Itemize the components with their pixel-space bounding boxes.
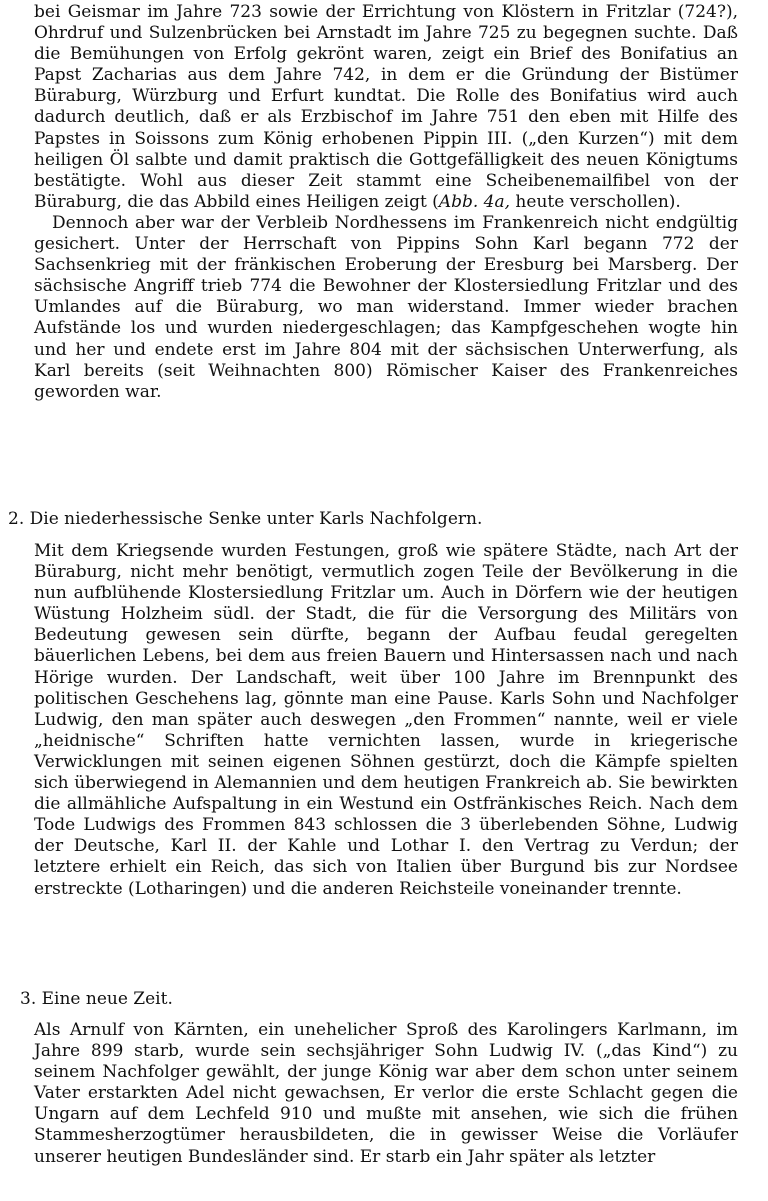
section-3-text [34, 1020, 738, 1168]
section-3-heading: 3. Eine neue Zeit. [20, 989, 173, 1009]
section-2-heading: 2. Die niederhessische Senke unter Karls Nachfolgern. [8, 509, 483, 529]
paragraph-sachsenkrieg: Dennoch aber war der Verbleib Nordhessens im Frankenreich nicht endgültig gesichert. Unter der Herrschaft von Pippins Sohn Karl begann 772 der Sachsenkrieg mit der fränkischen Eroberung der Eresburg bei Marsberg. Der sächsische Angriff trieb 774 die Bewohner der Klostersiedlung Fritzlar und des Umlandes auf die Büraburg, wo man widerstand. Immer wieder brachen Aufstände los und wurden niedergeschlagen; das Kampfgeschehen wogte hin und her und endete erst im Jahre 804 mit der sächsischen Unterwerfung, als Karl bereits (seit Weihnachten 800) Römischer Kaiser des Frankenreiches geworden war. [34, 212, 738, 402]
figure-reference: Abb. 4a, [438, 191, 511, 212]
paragraph-text-end: heute verschollen). [510, 191, 681, 212]
section-2-text [34, 541, 738, 900]
paragraph-neue-zeit: Als Arnulf von Kärnten, ein unehelicher Sproß des Karolingers Karlmann, im Jahre 899 starb, wurde sein sechsjähriger Sohn Ludwig IV. („das Kind“) zu seinem Nachfolger gewählt, der junge König war aber dem schon unter seinem Vater erstarkten Adel nicht gewachsen, Er verlor die erste Schlacht gegen die Ungarn auf dem Lechfeld 910 und mußte mit ansehen, wie sich die frühen Stammesherzogtümer herausbildeten, die in gewisser Weise die Vorläufer unserer heutigen Bundesländer sind. Er starb ein Jahr später als letzter [34, 1020, 738, 1167]
section-1-text [34, 2, 738, 403]
paragraph-bonifatius [34, 2, 738, 213]
paragraph-text: bei Geismar im Jahre 723 sowie der Errichtung von Klöstern in Fritzlar (724?), Ohrdruf und Sulzenbrücken bei Arnstadt im Jahre 725 zu begegnen suchte. Daß die Bemühungen von Erfolg gekrönt waren, zeigt ein Brief des Bonifatius an Papst Zacharias aus dem Jahre 742, in dem er die Gründung der Bistümer Büraburg, Würzburg und Erfurt kundtat. Die Rolle des Bonifatius wird auch dadurch deutlich, daß er als Erzbischof im Jahre 751 den eben mit Hilfe des Papstes in Soissons zum König erhobenen Pippin III. („den Kurzen“) mit dem heiligen Öl salbte und damit praktisch die Gottgefälligkeit des neuen Königtums bestätigte. Wohl aus dieser Zeit stammt eine Scheibenemailfibel von der Büraburg, die das Abbild eines Heiligen zeigt ( [34, 2, 738, 212]
paragraph-karls-nachfolger: Mit dem Kriegsende wurden Festungen, groß wie spätere Städte, nach Art der Büraburg, nicht mehr benötigt, vermutlich zogen Teile der Bevölkerung in die nun aufblühende Klostersiedlung Fritzlar um. Auch in Dörfern wie der heutigen Wüstung Holzheim südl. der Stadt, die für die Versorgung des Militärs von Bedeutung gewesen sein dürfte, begann der Aufbau feudal geregelten bäuerlichen Lebens, bei dem aus freien Bauern und Hintersassen nach und nach Hörige wurden. Der Landschaft, weit über 100 Jahre im Brennpunkt des politischen Geschehens lag, gönnte man eine Pause. Karls Sohn und Nachfolger Ludwig, den man später auch deswegen „den Frommen“ nannte, weil er viele „heidnische“ Schriften hatte vernichten lassen, wurde in kriegerische Verwicklungen mit seinen eigenen Söhnen gestürzt, doch die Kämpfe spielten sich überwiegend in Alemannien und dem heutigen Frankreich ab. Sie bewirkten die allmähliche Aufspaltung in ein Westund ein Ostfränkisches Reich. Nach dem Tode Ludwigs des Frommen 843 schlossen die 3 überlebenden Söhne, Ludwig der Deutsche, Karl II. der Kahle und Lothar I. den Vertrag zu Verdun; der letztere erhielt ein Reich, das sich von Italien über Burgund bis zur Nordsee erstreckte (Lotharingen) und die anderen Reichsteile voneinander trennte. [34, 541, 738, 899]
